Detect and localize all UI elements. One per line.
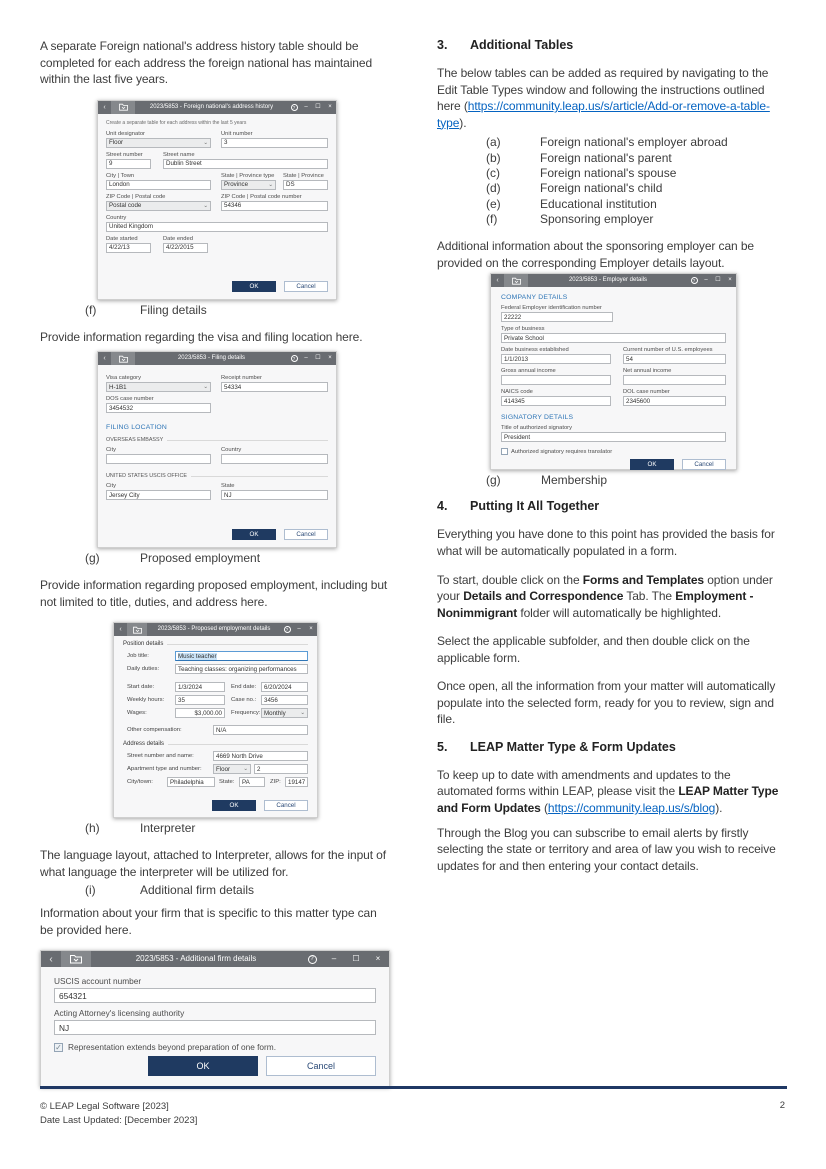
net-income-input[interactable]	[623, 375, 726, 385]
field-label: Gross annual income	[501, 368, 556, 375]
list-item: (c) Foreign national's spouse	[486, 165, 677, 180]
paragraph: Provide information regarding proposed employment, including but not limited to title, duties, and address here.	[40, 578, 388, 609]
job-title-input[interactable]: Music teacher	[175, 651, 308, 661]
field-label: State	[221, 483, 235, 490]
zip-number-field	[221, 194, 328, 211]
group-overseas-embassy: OVERSEAS EMBASSY	[106, 437, 328, 443]
chevron-down-icon: ⌄	[203, 139, 208, 146]
paragraph: The below tables can be added as required by navigating to the Edit Table Types window and following the instructions outlined here (https://community.leap.us/s/article/Add-or-remove-a-table-type).	[437, 66, 770, 130]
caption-label: Proposed employment	[140, 551, 261, 566]
paragraph: Everything you have done to this point has provided the basis for what will be automatically populated in a form.	[437, 527, 775, 558]
ok-button[interactable]: OK	[212, 800, 256, 811]
group-position-details: Position details	[123, 641, 308, 647]
close-icon[interactable]: ×	[328, 103, 332, 110]
state-province-field	[283, 173, 328, 190]
caption-label: Interpreter	[140, 821, 196, 836]
dialog-title: 2023/5853 - Filing details	[177, 355, 246, 362]
checkbox-label: Representation extends beyond preparation of one form.	[68, 1042, 277, 1053]
city-town-input[interactable]: London	[106, 180, 211, 190]
field-label: Federal Employer identification number	[501, 305, 602, 312]
unit-designator-select[interactable]: Floor ⌄	[106, 138, 211, 148]
field-label: Unit number	[221, 130, 253, 137]
list-item: (a) Foreign national's employer abroad	[486, 135, 728, 150]
minimize-icon[interactable]: –	[331, 954, 337, 964]
state-province-type-select[interactable]: Province ⌄	[221, 180, 276, 190]
section-heading-company-details: COMPANY DETAILS	[501, 294, 568, 302]
naics-code-field	[501, 389, 611, 406]
matter-folder-icon	[61, 951, 91, 967]
case-number-input[interactable]: 3456	[261, 695, 308, 705]
paragraph: Select the applicable subfolder, and then double click on the applicable form.	[437, 634, 750, 665]
maximize-icon[interactable]: ☐	[352, 954, 360, 964]
paragraph: The language layout, attached to Interpreter, allows for the input of what language the interpreter will be utilized for.	[40, 848, 386, 879]
unit-number-field	[221, 131, 328, 148]
footer-updated: Date Last Updated: [December 2023]	[40, 1114, 198, 1126]
city-town-input[interactable]: Philadelphia	[167, 777, 215, 787]
section-heading-filing-location: FILING LOCATION	[106, 424, 168, 432]
paragraph: Once open, all the information from your matter will automatically populate into the selected form, ready for you to review, sign and file.	[437, 679, 776, 727]
field-label: Date ended	[163, 235, 193, 242]
dialog-titlebar	[98, 101, 336, 114]
field-label: DOL case number	[623, 389, 670, 396]
field-label: DOS case number	[106, 396, 154, 403]
caption-filing-details	[40, 303, 393, 317]
date-established-input[interactable]: 1/1/2013	[501, 354, 611, 364]
leap-blog-link[interactable]: https://community.leap.us/s/blog	[547, 801, 716, 815]
field-label: State | Province type	[221, 172, 275, 179]
help-icon[interactable]: ?	[281, 623, 293, 636]
field-label: Street name	[163, 151, 195, 158]
cancel-button[interactable]: Cancel	[284, 529, 328, 540]
field-label: Net annual income	[623, 368, 672, 375]
field-label: USCIS account number	[54, 976, 142, 987]
cancel-button[interactable]: Cancel	[284, 281, 328, 292]
street-number-name-input[interactable]: 4669 North Drive	[213, 751, 308, 761]
licensing-authority-input[interactable]: NJ	[54, 1020, 376, 1035]
city-town-field	[106, 173, 211, 190]
embassy-country-input[interactable]	[221, 454, 328, 464]
dialog-title: 2023/5853 - Proposed employment details	[157, 626, 271, 633]
chevron-down-icon: ⌄	[203, 384, 208, 391]
type-of-business-input[interactable]: Private School	[501, 333, 726, 343]
zip-input[interactable]: 19147	[285, 777, 308, 787]
street-name-input[interactable]: Dublin Street	[163, 159, 328, 169]
footer-copyright: © LEAP Legal Software [2023]	[40, 1101, 169, 1112]
dialog-titlebar	[41, 951, 389, 967]
minimize-icon[interactable]: –	[297, 626, 301, 633]
field-label: Weekly hours:	[127, 697, 165, 704]
field-label: Apartment type and number:	[127, 766, 202, 773]
type-of-business-field	[501, 326, 726, 343]
field-label: Case no.:	[231, 697, 257, 704]
field-label: City	[106, 483, 116, 490]
back-icon[interactable]: ‹	[103, 103, 106, 111]
field-label: Country	[106, 214, 127, 221]
section-heading-signatory-details: SIGNATORY DETAILS	[501, 414, 574, 422]
field-label: Start date:	[127, 684, 155, 691]
field-label: Current number of U.S. employees	[623, 347, 713, 354]
dialog-title: 2023/5853 - Employer details	[568, 277, 648, 284]
caption-marker: (f)	[85, 302, 97, 317]
other-compensation-input[interactable]: N/A	[213, 725, 308, 735]
right-column	[437, 38, 787, 1087]
weekly-hours-input[interactable]: 35	[175, 695, 225, 705]
date-established-field	[501, 347, 611, 364]
representation-checkbox-row	[54, 1042, 376, 1052]
field-label: Acting Attorney's licensing authority	[54, 1008, 185, 1019]
dialog-titlebar	[491, 274, 736, 287]
dos-case-number-input[interactable]: 3454532	[106, 403, 211, 413]
cancel-button[interactable]: Cancel	[682, 459, 726, 470]
chevron-down-icon: ⌄	[300, 710, 305, 717]
add-remove-table-type-link[interactable]: https://community.leap.us/s/article/Add-or-remove-a-table-type	[437, 99, 770, 130]
zip-type-field	[106, 194, 211, 211]
paragraph: Information about your firm that is specific to this matter type can be provided here.	[40, 906, 377, 937]
list-item: (b) Foreign national's parent	[486, 150, 672, 165]
caption-marker: (i)	[85, 883, 96, 898]
close-icon[interactable]: ×	[375, 954, 381, 964]
field-label: Daily duties:	[127, 666, 160, 673]
unit-number-input[interactable]: 3	[221, 138, 328, 148]
ok-button[interactable]: OK	[232, 281, 276, 292]
dol-case-number-field	[623, 389, 726, 406]
cancel-button[interactable]: Cancel	[264, 800, 308, 811]
dialog-title: 2023/5853 - Foreign national's address history	[149, 103, 274, 110]
paragraph: Provide information regarding the visa and filing location here.	[40, 329, 363, 344]
us-employees-field	[623, 347, 726, 364]
translator-checkbox-row	[501, 448, 726, 455]
field-label: Frequency:	[231, 710, 261, 717]
field-label: Street number and name:	[127, 753, 194, 760]
group-divider	[191, 476, 328, 477]
start-date-input[interactable]: 1/3/2024	[175, 682, 225, 692]
caption-additional-firm-details	[40, 883, 393, 897]
date-started-field	[106, 236, 151, 253]
maximize-icon[interactable]: ☐	[315, 103, 321, 110]
caption-marker: (g)	[85, 551, 100, 566]
minimize-icon[interactable]: –	[704, 277, 708, 284]
authorized-signatory-field	[501, 425, 726, 442]
net-income-field	[623, 368, 726, 385]
maximize-icon[interactable]: ☐	[315, 355, 321, 362]
uscis-city-input[interactable]: Jersey City	[106, 490, 211, 500]
screenshot-filing-details-dialog	[97, 351, 337, 548]
street-number-field	[106, 152, 151, 169]
receipt-number-input[interactable]: 54334	[221, 382, 328, 392]
field-label: Receipt number	[221, 375, 262, 382]
chevron-down-icon: ⌄	[203, 202, 208, 209]
chevron-down-icon: ⌄	[243, 766, 248, 773]
paragraph: Additional information about the sponsoring employer can be provided on the corresponding Employer details layout.	[437, 239, 754, 270]
paragraph: A separate Foreign national's address history table should be completed for each address the foreign national has maintained within the last five years.	[40, 39, 373, 87]
dialog-note: Create a separate table for each address within the last 5 years	[106, 119, 247, 126]
checkbox-checked[interactable]: ✓	[55, 1042, 62, 1052]
back-icon[interactable]: ‹	[49, 953, 53, 965]
back-icon[interactable]: ‹	[103, 355, 106, 363]
naics-code-input[interactable]: 414345	[501, 396, 611, 406]
visa-category-field	[106, 375, 211, 392]
help-icon[interactable]: ?	[288, 101, 300, 114]
dol-case-number-input[interactable]: 2345600	[623, 396, 726, 406]
checkbox-label: Authorized signatory requires translator	[511, 448, 613, 455]
field-label: ZIP:	[270, 779, 281, 786]
zip-type-select[interactable]: Postal code ⌄	[106, 201, 211, 211]
footer-text	[40, 1100, 197, 1128]
screenshot-address-history-dialog	[97, 100, 337, 300]
back-icon[interactable]: ‹	[119, 626, 122, 634]
heading-putting-it-all-together: 4. Putting It All Together	[437, 499, 600, 514]
group-uscis-office: UNITED STATES USCIS OFFICE	[106, 473, 328, 479]
wages-input[interactable]: $3,000.00	[175, 708, 225, 718]
gross-income-input[interactable]	[501, 375, 611, 385]
end-date-input[interactable]: 6/20/2024	[261, 682, 308, 692]
field-label: ZIP Code | Postal code	[106, 193, 166, 200]
dialog-titlebar	[114, 623, 317, 636]
receipt-number-field	[221, 375, 328, 392]
matter-folder-icon	[111, 101, 135, 114]
heading-leap-matter-type-form-updates: 5. LEAP Matter Type & Form Updates	[437, 739, 676, 754]
paragraph: Through the Blog you can subscribe to email alerts by firstly selecting the state or territory and area of law you wish to receive updates for and then entering your contact details.	[437, 825, 776, 873]
ok-button[interactable]: OK	[232, 529, 276, 540]
caption-label: Additional firm details	[140, 883, 255, 898]
unit-designator-field	[106, 131, 211, 148]
field-label: Street number	[106, 151, 143, 158]
field-label: City	[106, 447, 116, 454]
field-label: End date:	[231, 684, 257, 691]
ok-button[interactable]: OK	[630, 459, 674, 470]
group-divider	[167, 440, 328, 441]
cancel-button[interactable]: Cancel	[266, 1056, 376, 1076]
state-province-type-field	[221, 173, 276, 190]
group-divider	[167, 644, 308, 645]
matter-folder-icon	[504, 274, 528, 287]
checkbox-unchecked[interactable]	[501, 448, 508, 455]
screenshot-proposed-employment-dialog	[113, 622, 318, 818]
list-item: (e) Educational institution	[486, 196, 657, 211]
date-started-input[interactable]: 4/22/13	[106, 243, 151, 253]
field-label: Job title:	[127, 653, 149, 660]
uscis-account-number-field	[54, 976, 376, 1003]
state-input[interactable]: PA	[239, 777, 265, 787]
zip-number-input[interactable]: 54346	[221, 201, 328, 211]
field-label: Other compensation:	[127, 727, 182, 734]
field-label: City | Town	[106, 172, 135, 179]
visa-category-select[interactable]: H-1B1 ⌄	[106, 382, 211, 392]
gross-income-field	[501, 368, 611, 385]
dos-case-number-field	[106, 396, 211, 413]
additional-tables-list	[437, 135, 787, 227]
embassy-city-input[interactable]	[106, 454, 211, 464]
dialog-title: 2023/5853 - Additional firm details	[135, 954, 257, 964]
field-label: State:	[219, 779, 235, 786]
left-column	[40, 38, 393, 1087]
screenshot-additional-firm-details-dialog	[40, 950, 390, 1087]
minimize-icon[interactable]: –	[304, 355, 308, 362]
matter-folder-icon	[127, 623, 147, 636]
chevron-down-icon: ⌄	[268, 181, 273, 188]
paragraph: To start, double click on the Forms and Templates option under your Details and Correspondence Tab. The Employment - Nonimmigrant folder will automatically be highlighted.	[437, 572, 773, 620]
us-employees-input[interactable]: 54	[623, 354, 726, 364]
street-number-input[interactable]: 9	[106, 159, 151, 169]
field-label: Date started	[106, 235, 138, 242]
caption-marker: (g)	[486, 473, 501, 488]
fein-field	[501, 305, 613, 322]
field-label: Date business established	[501, 347, 569, 354]
field-label: ZIP Code | Postal code number	[221, 193, 302, 200]
field-label: Wages:	[127, 710, 147, 717]
uscis-state-field	[221, 483, 328, 500]
caption-label: Filing details	[140, 302, 207, 317]
list-item: (d) Foreign national's child	[486, 181, 663, 196]
licensing-authority-field	[54, 1008, 376, 1035]
group-divider	[168, 744, 308, 745]
authorized-signatory-input[interactable]: President	[501, 432, 726, 442]
close-icon[interactable]: ×	[728, 277, 732, 284]
close-icon[interactable]: ×	[328, 355, 332, 362]
close-icon[interactable]: ×	[309, 626, 313, 633]
state-province-input[interactable]: DS	[283, 180, 328, 190]
field-label: State | Province	[283, 172, 324, 179]
embassy-city-field	[106, 447, 211, 464]
paragraph: To keep up to date with amendments and updates to the automated forms within LEAP, please visit the LEAP Matter Type and Form Updates (https://community.leap.us/s/blog).	[437, 767, 779, 815]
screenshot-employer-details-dialog	[490, 273, 737, 470]
caption-interpreter	[40, 821, 393, 835]
matter-folder-icon	[111, 352, 135, 365]
uscis-account-number-input[interactable]: 654321	[54, 988, 376, 1003]
field-label: Title of authorized signatory	[501, 425, 572, 432]
country-input[interactable]: United Kingdom	[106, 222, 328, 232]
field-label: Visa category	[106, 375, 142, 382]
caption-label: Membership	[541, 473, 608, 488]
uscis-city-field	[106, 483, 211, 500]
daily-duties-input[interactable]: Teaching classes: organizing performances	[175, 664, 308, 674]
heading-additional-tables: 3. Additional Tables	[437, 38, 574, 52]
help-icon[interactable]: ?	[688, 274, 700, 287]
caption-marker: (h)	[85, 821, 100, 836]
street-name-field	[163, 152, 328, 169]
field-label: City/town:	[127, 779, 153, 786]
help-icon[interactable]: ?	[288, 352, 300, 365]
field-label: Type of business	[501, 326, 545, 333]
list-item: (f) Sponsoring employer	[486, 211, 654, 226]
back-icon[interactable]: ‹	[496, 277, 499, 285]
apartment-number-input[interactable]: 2	[254, 764, 308, 774]
minimize-icon[interactable]: –	[304, 103, 308, 110]
frequency-select[interactable]: Monthly ⌄	[261, 708, 308, 718]
maximize-icon[interactable]: ☐	[715, 277, 721, 284]
ok-button[interactable]: OK	[148, 1056, 258, 1076]
embassy-country-field	[221, 447, 328, 464]
group-address-details: Address details	[123, 741, 308, 747]
field-label: Country	[221, 447, 242, 454]
field-label: NAICS code	[501, 389, 533, 396]
date-ended-input[interactable]: 4/22/2015	[163, 243, 208, 253]
date-ended-field	[163, 236, 208, 253]
uscis-state-input[interactable]: NJ	[221, 490, 328, 500]
field-label: Unit designator	[106, 130, 145, 137]
footer-rule	[40, 1086, 787, 1089]
fein-input[interactable]: 22222	[501, 312, 613, 322]
help-icon[interactable]: ?	[301, 951, 323, 967]
country-field	[106, 215, 328, 232]
caption-proposed-employment	[40, 551, 393, 565]
dialog-titlebar	[98, 352, 336, 365]
apartment-type-select[interactable]: Floor ⌄	[213, 764, 251, 774]
page-number: 2	[779, 1100, 785, 1111]
